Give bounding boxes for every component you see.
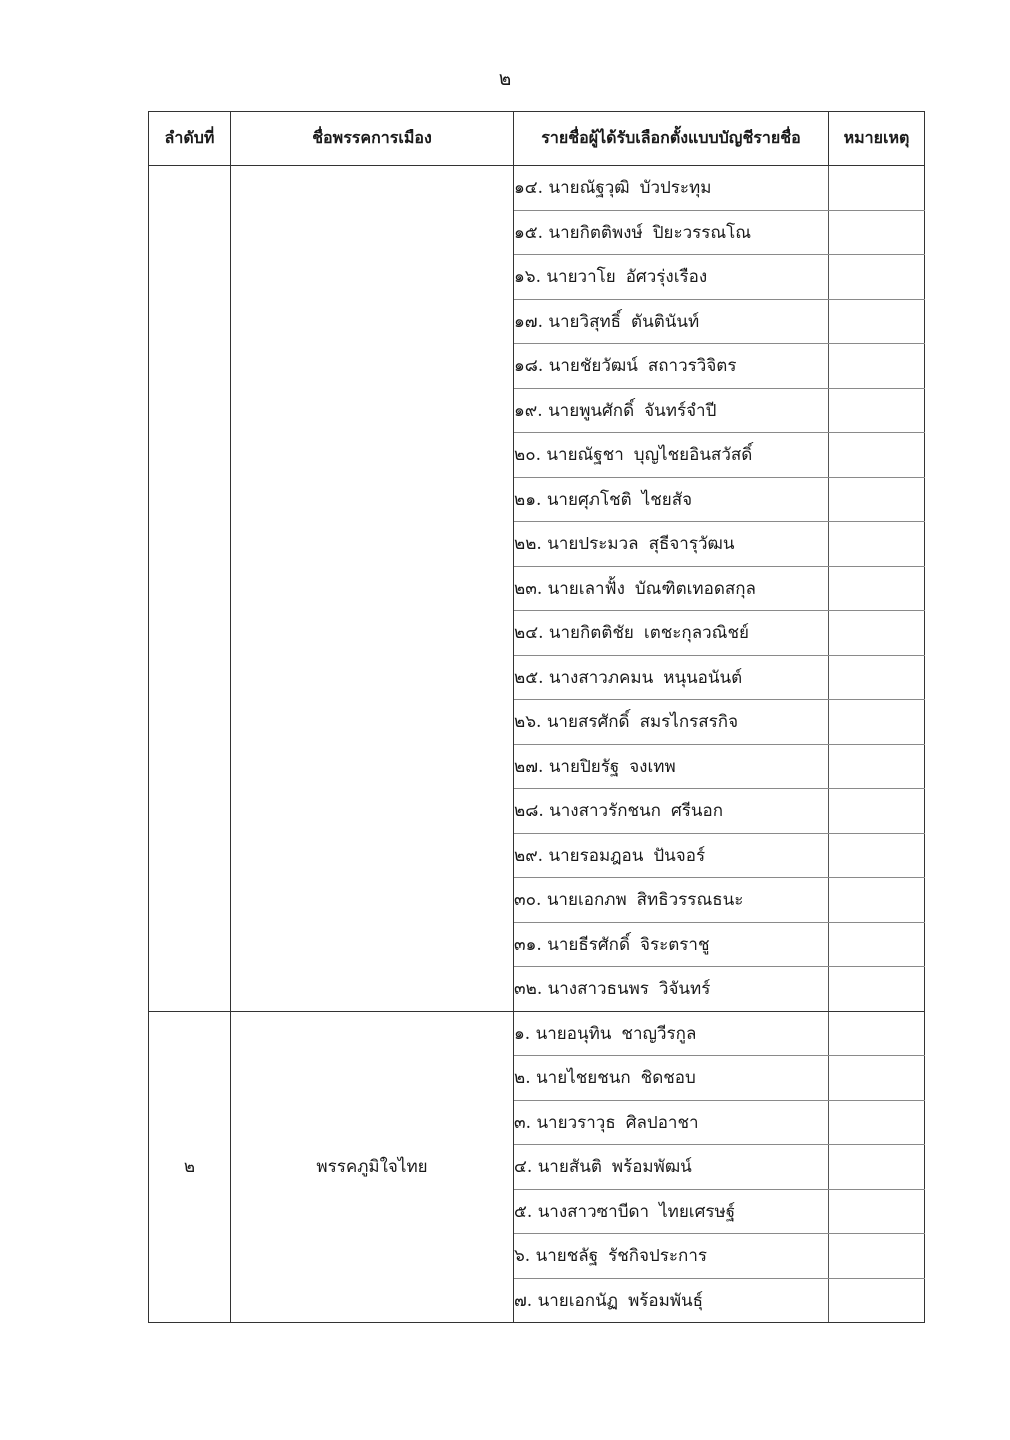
remark-cell — [829, 299, 925, 344]
candidate-first-name: นายวาโย — [546, 267, 616, 288]
remark-cell — [829, 1011, 925, 1056]
table-header — [149, 112, 925, 166]
remark-cell — [829, 388, 925, 433]
candidate-last-name: จันทร์จำปี — [644, 400, 717, 421]
party-name-cell — [231, 166, 514, 1012]
candidate-cell — [514, 833, 829, 878]
remark-cell — [829, 566, 925, 611]
candidate-cell — [514, 611, 829, 656]
candidate-number: ๑๕. — [514, 222, 544, 243]
candidate-first-name: นายณัฐชา — [546, 445, 624, 466]
candidate-first-name: นายกิตติชัย — [548, 623, 634, 644]
candidate-last-name: สถาวรวิจิตร — [647, 356, 737, 377]
candidate-cell — [514, 1056, 829, 1101]
candidate-number: ๒๓. — [514, 578, 543, 599]
candidate-last-name: บุญไชยอินสวัสดิ์ — [633, 445, 753, 466]
candidate-first-name: นายสันติ — [537, 1157, 602, 1178]
candidate-first-name: นายไชยชนก — [536, 1068, 631, 1089]
header-row — [149, 112, 925, 166]
candidate-cell — [514, 1189, 829, 1234]
candidate-number: ๒. — [514, 1068, 531, 1089]
candidate-last-name: อัศวรุ่งเรือง — [625, 267, 708, 288]
remark-cell — [829, 655, 925, 700]
candidate-first-name: นางสาวซาบีดา — [537, 1201, 650, 1222]
candidate-cell — [514, 967, 829, 1012]
table-row — [149, 1011, 925, 1056]
candidate-last-name: สิทธิวรรณธนะ — [636, 890, 744, 911]
candidate-cell — [514, 922, 829, 967]
candidate-cell — [514, 477, 829, 522]
candidate-first-name: นายสรศักดิ์ — [546, 712, 630, 733]
candidate-number: ๓๑. — [514, 934, 542, 955]
candidate-last-name: จิระตราชู — [640, 934, 710, 955]
remark-cell — [829, 789, 925, 834]
candidate-first-name: นายชลัฐ — [535, 1246, 599, 1267]
candidate-last-name: ศรีนอก — [670, 801, 723, 822]
header-party: ชื่อพรรคการเมือง — [231, 112, 514, 166]
candidate-first-name: นายประมวล — [547, 534, 639, 555]
candidate-cell — [514, 166, 829, 211]
candidate-number: ๑๔. — [514, 178, 544, 199]
candidate-number: ๔. — [514, 1157, 533, 1178]
candidate-last-name: ไทยเศรษฐ์ — [659, 1201, 736, 1222]
candidate-first-name: นายเอกนัฏ — [537, 1290, 619, 1311]
candidate-first-name: นางสาวภคมน — [548, 667, 654, 688]
candidate-first-name: นายวิสุทธิ์ — [548, 311, 622, 332]
candidate-last-name: ศิลปอาชา — [625, 1112, 699, 1133]
remark-cell — [829, 611, 925, 656]
candidate-cell — [514, 388, 829, 433]
candidate-number: ๑๗. — [514, 311, 543, 332]
candidate-cell — [514, 700, 829, 745]
candidate-last-name: สุธีจารุวัฒน — [648, 534, 735, 555]
remark-cell — [829, 878, 925, 923]
candidate-first-name: นายธีรศักดิ์ — [547, 934, 630, 955]
header-order: ลำดับที่ — [149, 112, 231, 166]
remark-cell — [829, 477, 925, 522]
candidate-last-name: พร้อมพันธุ์ — [628, 1290, 704, 1311]
candidate-cell — [514, 433, 829, 478]
candidate-cell — [514, 344, 829, 389]
candidate-last-name: วิจันทร์ — [658, 979, 711, 1000]
party-list-table — [148, 111, 925, 1323]
candidate-cell — [514, 878, 829, 923]
candidate-last-name: หนุนอนันต์ — [663, 667, 743, 688]
candidate-number: ๒๐. — [514, 445, 541, 466]
candidate-last-name: บัณฑิตเทอดสกุล — [634, 578, 756, 599]
candidate-cell — [514, 1145, 829, 1190]
remark-cell — [829, 433, 925, 478]
candidate-number: ๑. — [514, 1023, 531, 1044]
remark-cell — [829, 700, 925, 745]
party-name-cell: พรรคภูมิใจไทย — [231, 1011, 514, 1323]
candidate-number: ๒๒. — [514, 534, 542, 555]
candidate-first-name: นายณัฐวุฒิ — [548, 178, 630, 199]
candidate-last-name: เตชะกุลวณิชย์ — [643, 623, 749, 644]
candidate-first-name: นายชัยวัฒน์ — [548, 356, 638, 377]
candidate-cell — [514, 1100, 829, 1145]
candidate-cell — [514, 522, 829, 567]
candidate-first-name: นางสาวธนพร — [547, 979, 649, 1000]
remark-cell — [829, 744, 925, 789]
table-body — [149, 166, 925, 1323]
candidate-cell — [514, 299, 829, 344]
party-order-cell — [149, 166, 231, 1012]
candidate-number: ๒๑. — [514, 489, 542, 510]
candidate-cell — [514, 1011, 829, 1056]
remark-cell — [829, 1278, 925, 1323]
table-row — [149, 166, 925, 211]
candidate-cell — [514, 1234, 829, 1279]
remark-cell — [829, 344, 925, 389]
candidate-number: ๕. — [514, 1201, 533, 1222]
candidate-number: ๗. — [514, 1290, 533, 1311]
candidate-number: ๓๐. — [514, 890, 542, 911]
candidate-number: ๒๘. — [514, 801, 544, 822]
remark-cell — [829, 922, 925, 967]
candidate-last-name: ชาญวีรกูล — [621, 1023, 697, 1044]
candidate-first-name: นายศุภโชติ — [546, 489, 632, 510]
candidate-first-name: นายกิตติพงษ์ — [548, 222, 643, 243]
candidate-number: ๓๒. — [514, 979, 543, 1000]
remark-cell — [829, 1234, 925, 1279]
candidate-first-name: นายพูนศักดิ์ — [548, 400, 635, 421]
candidate-first-name: นายเลาฟั้ง — [547, 578, 625, 599]
candidate-first-name: นายรอมฎอน — [548, 845, 644, 866]
candidate-number: ๒๙. — [514, 845, 544, 866]
remark-cell — [829, 210, 925, 255]
candidate-cell — [514, 655, 829, 700]
remark-cell — [829, 522, 925, 567]
candidate-cell — [514, 255, 829, 300]
candidate-number: ๑๖. — [514, 267, 541, 288]
candidate-last-name: บัวประทุม — [639, 178, 712, 199]
remark-cell — [829, 255, 925, 300]
remark-cell — [829, 1145, 925, 1190]
header-remark: หมายเหตุ — [829, 112, 925, 166]
candidate-number: ๒๕. — [514, 667, 544, 688]
remark-cell — [829, 833, 925, 878]
candidate-number: ๒๗. — [514, 756, 544, 777]
remark-cell — [829, 1189, 925, 1234]
candidate-number: ๑๙. — [514, 400, 543, 421]
candidate-last-name: พร้อมพัฒน์ — [611, 1157, 692, 1178]
remark-cell — [829, 166, 925, 211]
candidate-cell — [514, 566, 829, 611]
candidate-first-name: นางสาวรักชนก — [549, 801, 661, 822]
page-number: ๒ — [498, 68, 512, 90]
candidate-cell — [514, 789, 829, 834]
remark-cell — [829, 967, 925, 1012]
candidate-last-name: ชิดชอบ — [640, 1068, 696, 1089]
candidate-last-name: รัชกิจประการ — [608, 1246, 708, 1267]
candidate-first-name: นายปิยรัฐ — [548, 756, 620, 777]
candidate-last-name: จงเทพ — [629, 756, 676, 777]
candidate-cell — [514, 210, 829, 255]
candidate-number: ๑๘. — [514, 356, 544, 377]
party-order-cell: ๒ — [149, 1011, 231, 1323]
candidate-number: ๒๔. — [514, 623, 544, 644]
candidate-last-name: ปันจอร์ — [653, 845, 706, 866]
candidate-last-name: ปิยะวรรณโณ — [652, 222, 752, 243]
candidate-first-name: นายวราวุธ — [536, 1112, 616, 1133]
candidate-number: ๓. — [514, 1112, 532, 1133]
candidate-last-name: สมรไกรสรกิจ — [639, 712, 739, 733]
candidate-cell — [514, 744, 829, 789]
candidate-last-name: ตันตินันท์ — [631, 311, 700, 332]
candidate-number: ๒๖. — [514, 712, 542, 733]
candidate-first-name: นายเอกภพ — [546, 890, 627, 911]
remark-cell — [829, 1056, 925, 1101]
candidate-cell — [514, 1278, 829, 1323]
header-candidates: รายชื่อผู้ได้รับเลือกตั้งแบบบัญชีรายชื่อ — [514, 112, 829, 166]
candidate-last-name: ไชยสัจ — [641, 489, 693, 510]
remark-cell — [829, 1100, 925, 1145]
candidate-number: ๖. — [514, 1246, 531, 1267]
candidate-first-name: นายอนุทิน — [535, 1023, 612, 1044]
